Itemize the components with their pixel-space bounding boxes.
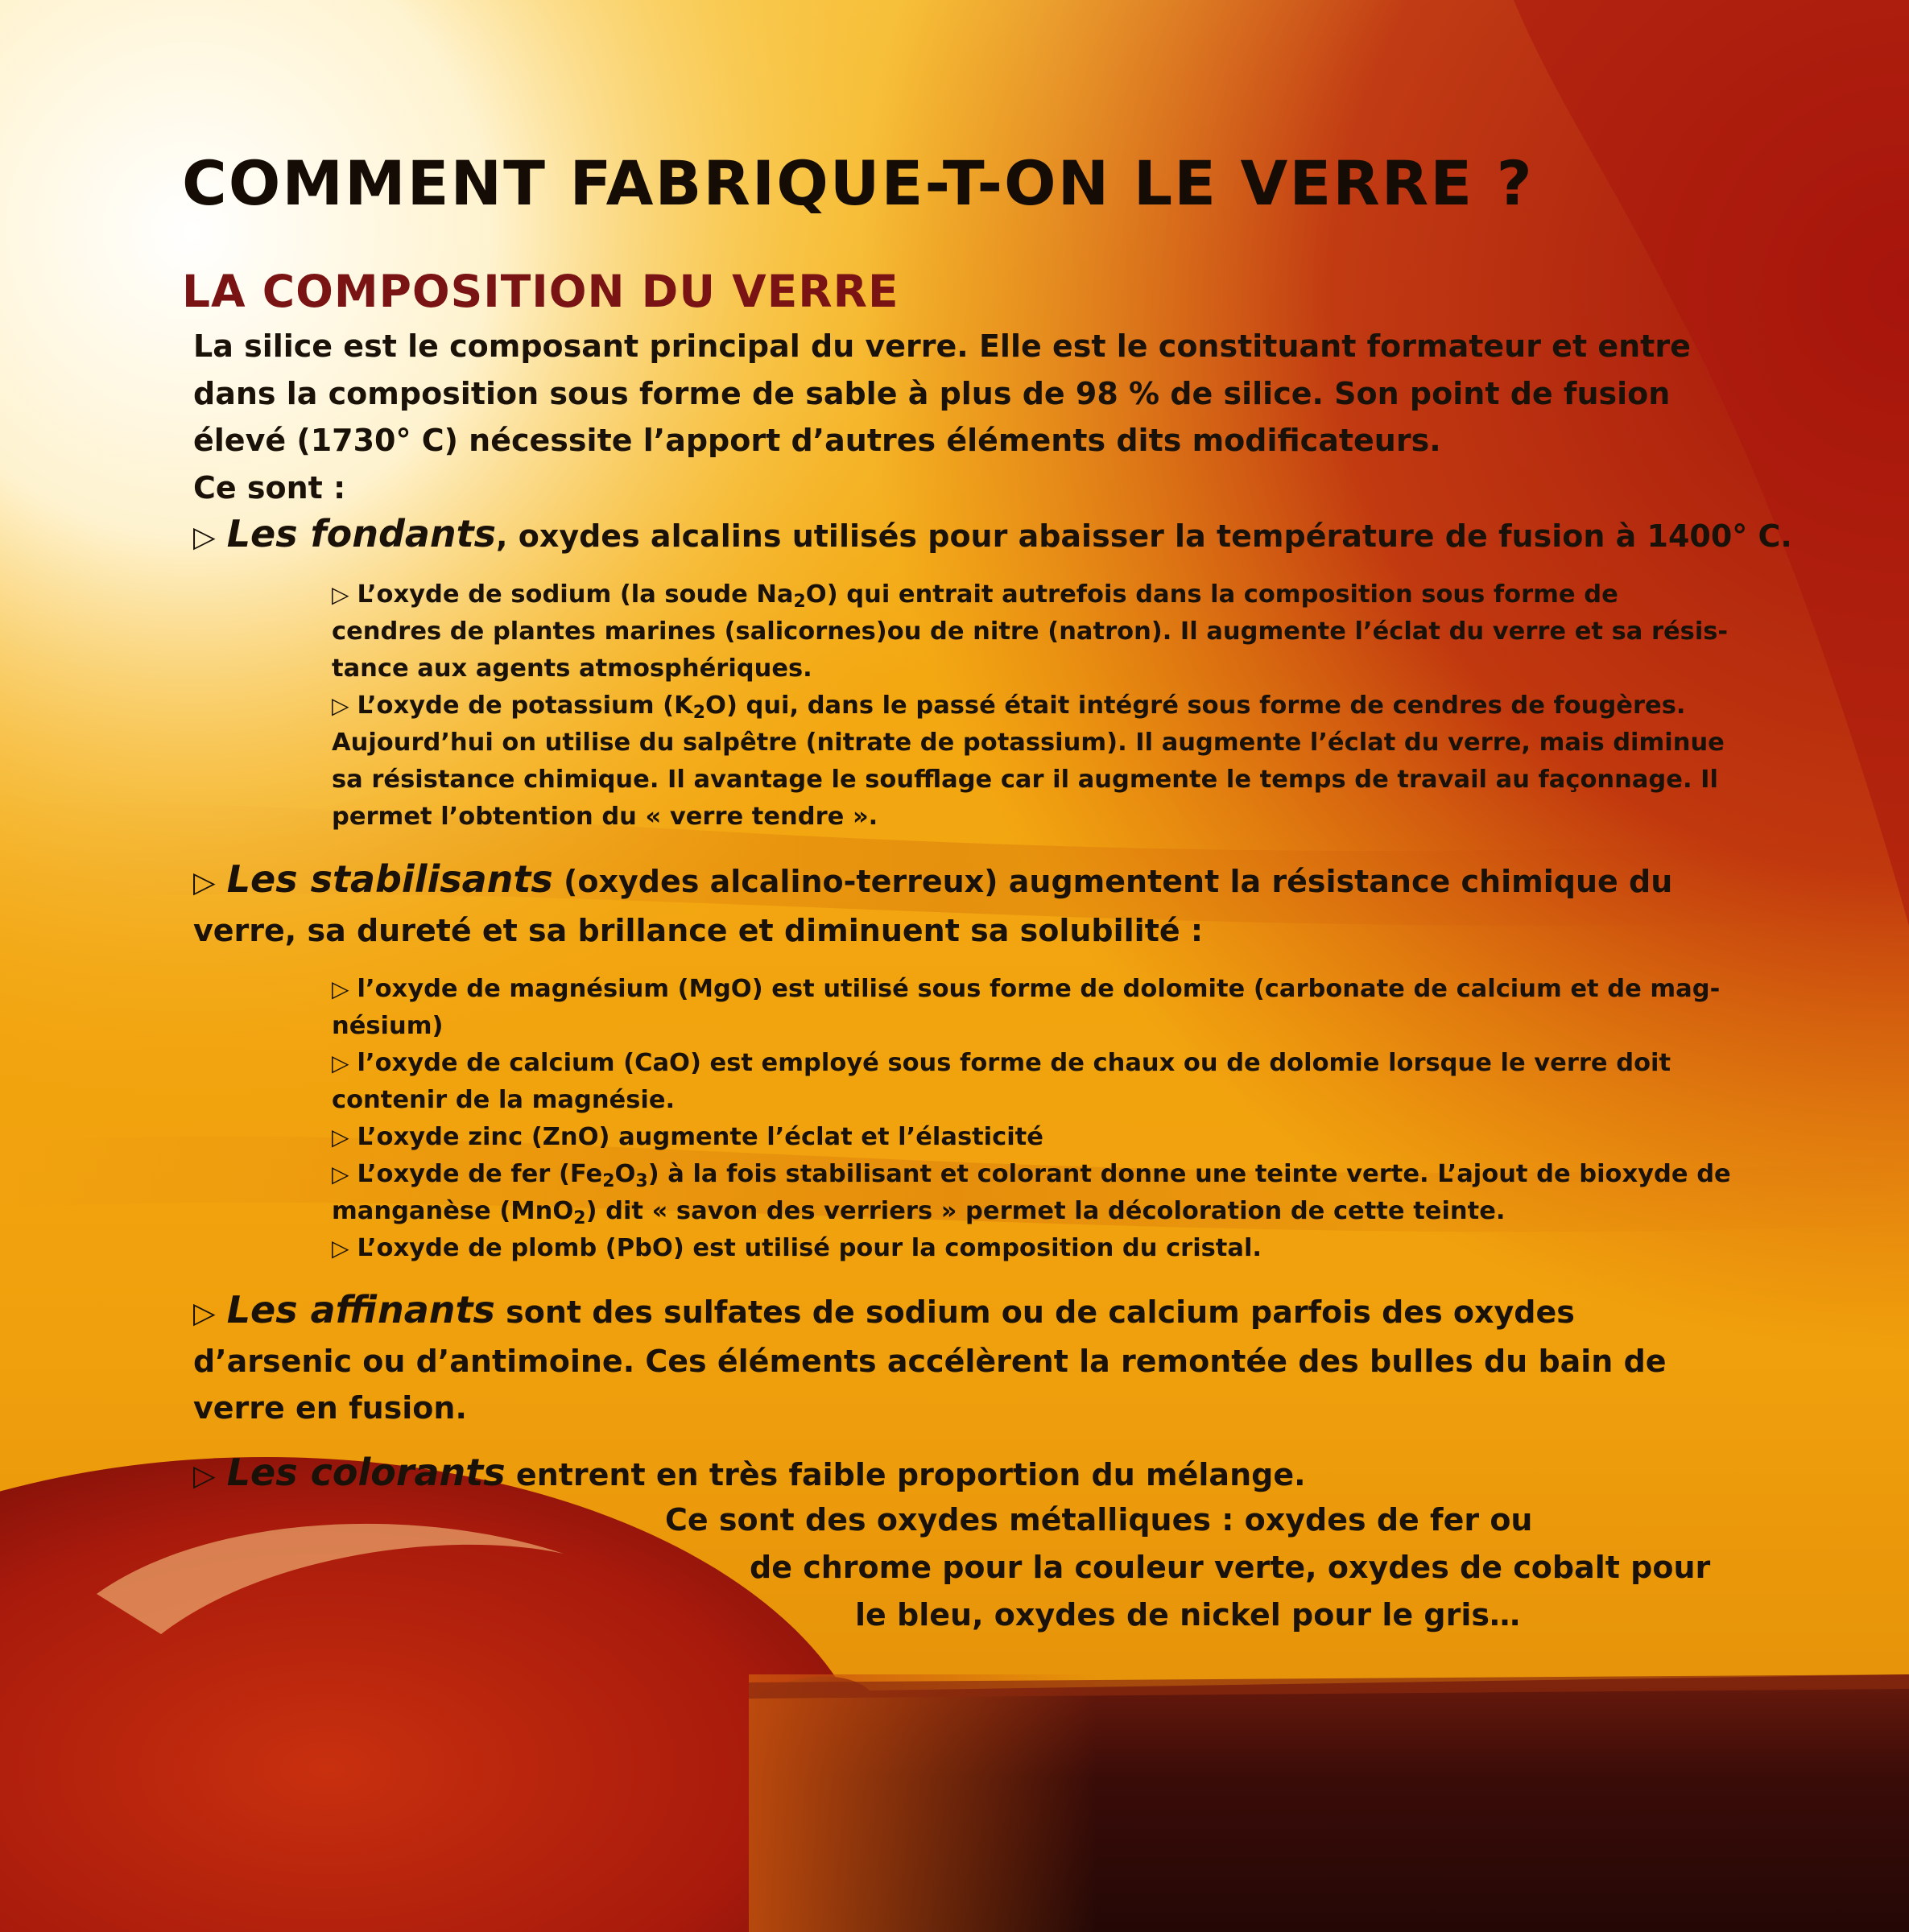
- affinants-line-3: verre en fusion.: [193, 1390, 467, 1426]
- stabilisants-paragraph: [193, 856, 1672, 954]
- colorants-line-3: de chrome pour la couleur verte, oxydes de cobalt pour: [750, 1550, 1711, 1585]
- item-potassium-line-1: ▷ L’oxyde de potassium $(K_2O)$ qui, dans le passé était intégré sous forme de cendres de fougères.: [332, 687, 1728, 724]
- stabilisants-items: [332, 971, 1731, 1267]
- item-sodium-line-3: tance aux agents atmosphériques.: [332, 654, 812, 683]
- affinants-paragraph: [193, 1286, 1667, 1432]
- page-title: COMMENT FABRIQUE-T-ON LE VERRE ?: [182, 147, 1534, 219]
- intro-paragraph: [193, 323, 1691, 511]
- item-potassium-line-3: sa résistance chimique. Il avantage le soufflage car il augmente le temps de travail au façonnage. Il: [332, 766, 1718, 794]
- affinants-line-2: d’arsenic ou d’antimoine. Ces éléments accélèrent la remontée des bulles du bain de: [193, 1343, 1667, 1379]
- item-calcium-line-2: contenir de la magnésie.: [332, 1086, 676, 1114]
- bullet-triangle-icon: ▷: [332, 692, 349, 719]
- intro-line-3: élevé (1730° C) nécessite l’apport d’autres éléments dits modificateurs.: [193, 423, 1441, 458]
- item-plomb-line-1: ▷ L’oxyde de plomb (PbO) est utilisé pour la composition du cristal.: [332, 1230, 1731, 1267]
- bullet-triangle-icon: ▷: [193, 866, 216, 899]
- intro-line-1: La silice est le composant principal du verre. Elle est le constituant formateur et entre: [193, 328, 1691, 364]
- affinants-line-1: ▷ Les affinants sont des sulfates de sodium ou de calcium parfois des oxydes: [193, 1286, 1667, 1338]
- bullet-triangle-icon: ▷: [332, 581, 349, 608]
- bullet-triangle-icon: ▷: [332, 1124, 349, 1150]
- fondants-term: Les fondants: [226, 512, 497, 555]
- item-calcium-line-1: ▷ l’oxyde de calcium (CaO) est employé sous forme de chaux ou de dolomie lorsque le verre doit: [332, 1045, 1731, 1082]
- fondants-items: [332, 576, 1728, 836]
- item-potassium-line-2: Aujourd’hui on utilise du salpêtre (nitrate de potassium). Il augmente l’éclat du verre, mais diminue: [332, 729, 1725, 757]
- bullet-triangle-icon: ▷: [332, 976, 349, 1002]
- item-potassium-line-4: permet l’obtention du « verre tendre ».: [332, 803, 878, 831]
- stabilisants-line-2: verre, sa dureté et sa brillance et diminuent sa solubilité :: [193, 912, 1204, 948]
- item-fer-line-2: manganèse (MnO$_2$) dit « savon des verriers » permet la décoloration de cette teinte.: [332, 1197, 1506, 1229]
- intro-line-4: Ce sont :: [193, 469, 346, 506]
- colorants-line-1: ▷ Les colorants entrent en très faible proportion du mélange.: [193, 1449, 1306, 1501]
- item-sodium-line-2: cendres de plantes marines (salicornes)ou de nitre (natron). Il augmente l’éclat du verre et sa résis-: [332, 617, 1729, 646]
- bullet-triangle-icon: ▷: [332, 1161, 349, 1187]
- item-magnesium-line-2: nésium): [332, 1012, 444, 1040]
- colorants-line-2: Ce sont des oxydes métalliques : oxydes de fer ou: [665, 1502, 1533, 1538]
- affinants-term: Les affinants: [226, 1288, 495, 1331]
- item-zinc-line-1: ▷ L’oxyde zinc (ZnO) augmente l’éclat et l’élasticité: [332, 1119, 1731, 1156]
- item-sodium-line-1: ▷ L’oxyde de sodium (la soude $Na_2O$) qui entrait autrefois dans la composition sous forme de: [332, 576, 1728, 613]
- colorants-line-4: le bleu, oxydes de nickel pour le gris…: [855, 1597, 1520, 1633]
- fondants-text: , oxydes alcalins utilisés pour abaisser la température de fusion à 1400° C.: [496, 518, 1792, 554]
- bullet-triangle-icon: ▷: [332, 1050, 349, 1076]
- intro-line-2: dans la composition sous forme de sable à plus de 98 % de silice. Son point de fusion: [193, 375, 1671, 411]
- bullet-triangle-icon: ▷: [332, 1235, 349, 1261]
- item-magnesium-line-1: ▷ l’oxyde de magnésium (MgO) est utilisé sous forme de dolomite (carbonate de calcium et de mag-: [332, 971, 1731, 1008]
- bullet-triangle-icon: ▷: [193, 1297, 216, 1330]
- stabilisants-term: Les stabilisants: [226, 857, 553, 901]
- fondants-heading: [193, 510, 1792, 562]
- bullet-triangle-icon: ▷: [193, 521, 216, 554]
- bullet-triangle-icon: ▷: [193, 1459, 216, 1492]
- colorants-term: Les colorants: [226, 1451, 506, 1494]
- stabilisants-line-1: ▷ Les stabilisants (oxydes alcalino-terreux) augmentent la résistance chimique du: [193, 856, 1672, 907]
- section-subtitle: LA COMPOSITION DU VERRE: [182, 266, 899, 317]
- item-fer-line-1: ▷ L’oxyde de fer $(Fe_2O_3)$ à la fois stabilisant et colorant donne une teinte verte. L’ajout de bioxyde de: [332, 1156, 1731, 1193]
